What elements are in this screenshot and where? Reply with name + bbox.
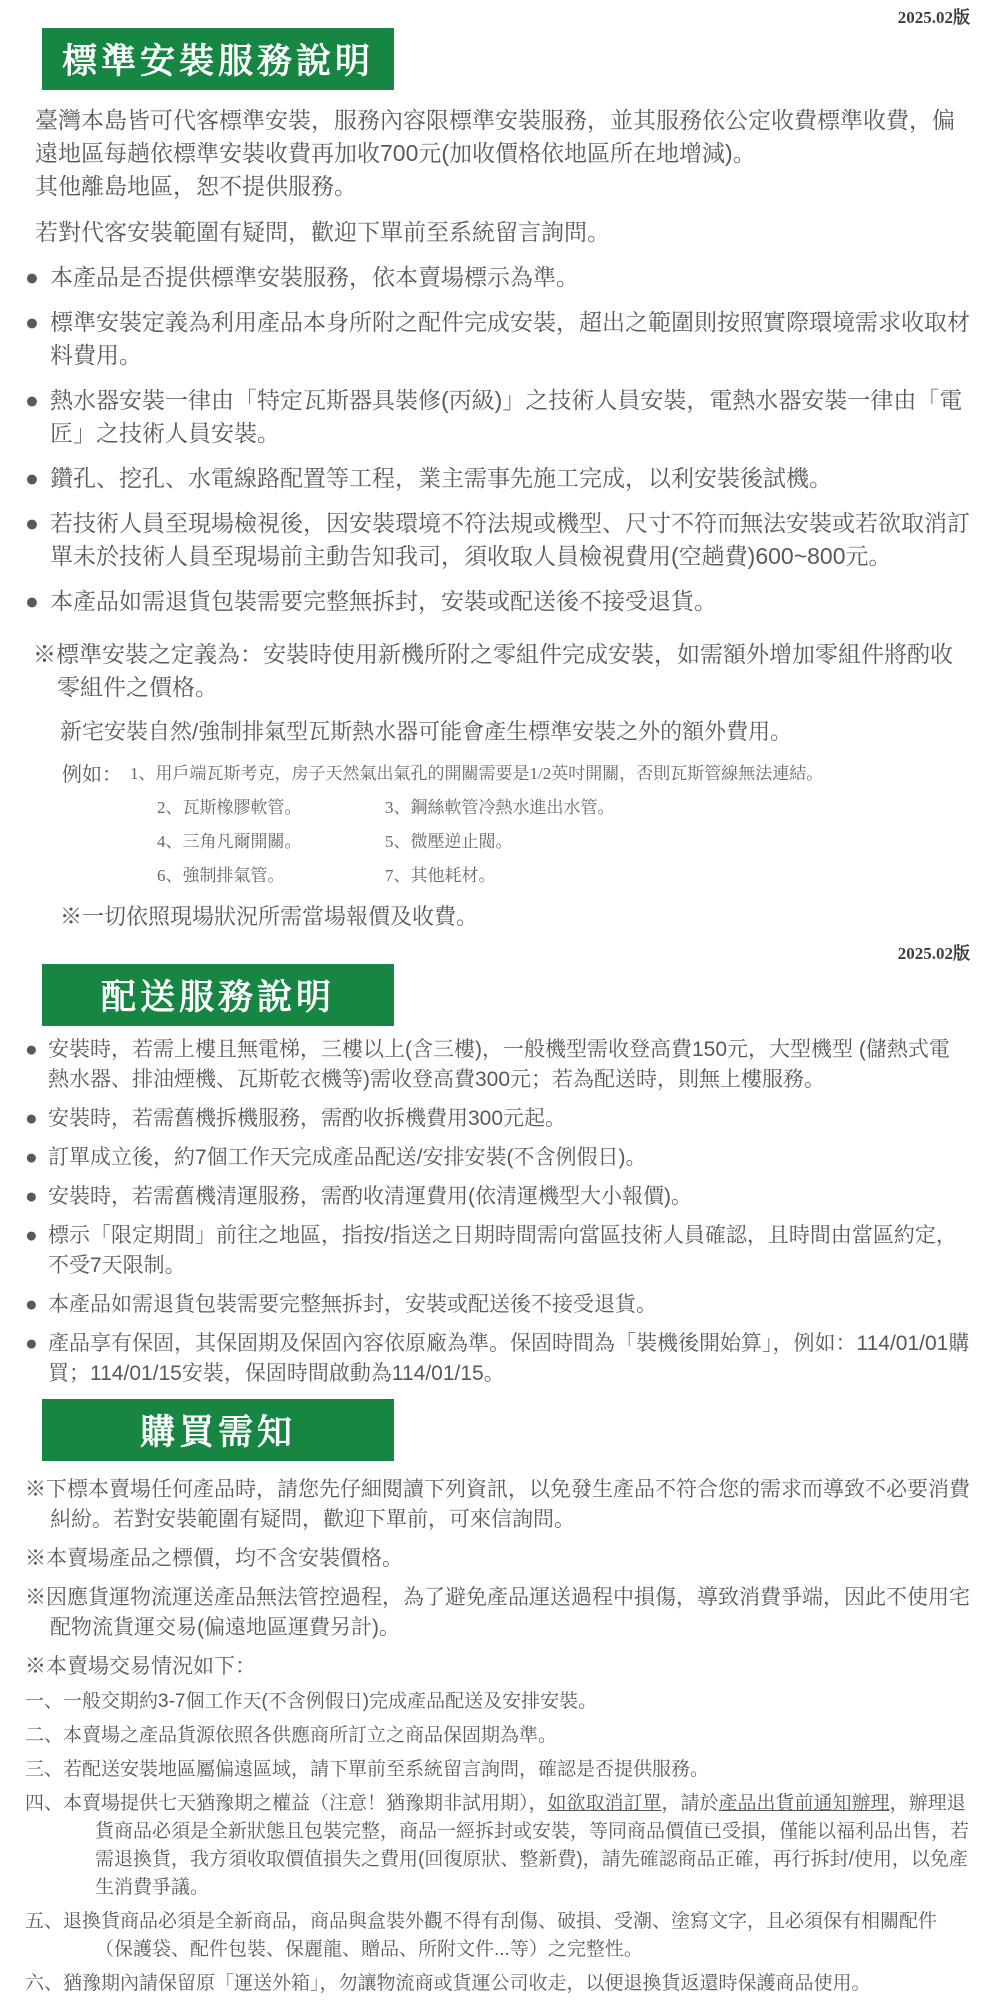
bullet-item: ● 鑽孔、挖孔、水電線路配置等工程，業主需事先施工完成，以利安裝後試機。 <box>25 462 970 495</box>
purchase-note: ※下標本賣場任何產品時，請您先仔細閱讀下列資訊，以免發生產品不符合您的需求而導致不必要消費糾紛。若對安裝範圍有疑問，歡迎下單前，可來信詢問。 <box>25 1478 970 1531</box>
install-section-title-box <box>42 28 394 90</box>
example-label: 例如： <box>62 764 122 786</box>
install-intro-paragraph: 臺灣本島皆可代客標準安裝，服務內容限標準安裝服務，並其服務依公定收費標準收費，偏遠地區每趟依標準安裝收費再加收700元(加收價格依地區所在地增減)。 <box>35 107 955 166</box>
example-item: 3、鋼絲軟管冷熱水進出水管。 <box>385 798 615 817</box>
bullet-item: ● 安裝時，若需上樓且無電梯，三樓以上(含三樓)，一般機型需收登高費150元，大型機型 (儲熱式電熱水器、排油煙機、瓦斯乾衣機等)需收登高費300元；若為配送時，則無上樓服務。 <box>25 1035 970 1095</box>
delivery-section-title-box <box>42 964 394 1026</box>
version-label: 2025.02版 <box>897 944 970 963</box>
bullet-item: ● 若技術人員至現場檢視後，因安裝環境不符法規或機型、尺寸不符而無法安裝或若欲取消訂單未於技術人員至現場前主動告知我司，須收取人員檢視費用(空趟費)600~800元。 <box>25 507 970 573</box>
example-block <box>62 758 970 888</box>
purchase-note: ※本賣場交易情況如下： <box>25 1655 256 1678</box>
onsite-quote-note: ※一切依照現場狀況所需當場報價及收費。 <box>60 904 479 929</box>
numbered-item: 一、一般交期約3-7個工作天(不含例假日)完成產品配送及安排安裝。 <box>25 1691 598 1712</box>
example-item: 4、三角凡爾開關。 <box>157 832 302 851</box>
install-service-section <box>25 0 970 932</box>
example-item: 5、微壓逆止閥。 <box>385 832 513 851</box>
purchase-numbered-list <box>25 1688 970 1998</box>
purchase-notes <box>25 1475 970 1682</box>
policy-text: ，辦理退貨商品必須是全新狀態且包裝完整，商品一經拆封或安裝，等同商品價值已受損，僅能以福利品出售，若需退換貨，我方須收取價值損失之費用(回復原狀、整新費)，請先確認商品正確，再行拆封/使用，以免產生消費爭議。 <box>95 1793 970 1898</box>
purchase-section-title: 購買需知 <box>139 1413 296 1452</box>
bullet-item: ● 安裝時，若需舊機拆機服務，需酌收拆機費用300元起。 <box>25 1104 970 1134</box>
policy-underline-cancel: 如欲取消訂單 <box>547 1793 662 1814</box>
purchase-note: ※本賣場產品之標價，均不含安裝價格。 <box>25 1547 403 1570</box>
standard-install-definition-note: ※標準安裝之定義為：安裝時使用新機所附之零組件完成安裝，如需額外增加零組件將酌收零組件之價格。 <box>33 641 953 700</box>
numbered-item: 六、猶豫期內請保留原「運送外箱」，勿讓物流商或貨運公司收走，以便退換貨返還時保護商品使用。 <box>25 1973 871 1994</box>
purchase-notice-section <box>25 1399 970 1998</box>
example-item: 1、用戶端瓦斯考克，房子天然氣出氣孔的開關需要是1/2英吋開關，否則瓦斯管線無法連結。 <box>130 764 824 783</box>
bullet-item: ● 訂單成立後，約7個工作天完成產品配送/安排安裝(不含例假日)。 <box>25 1143 970 1173</box>
numbered-item: 二、本賣場之產品貨源依照各供應商所訂立之商品保固期為準。 <box>25 1725 558 1746</box>
bullet-item: ● 熱水器安裝一律由「特定瓦斯器具裝修(丙級)」之技術人員安裝，電熱水器安裝一律由「電匠」之技術人員安裝。 <box>25 384 970 450</box>
install-intro-question: 若對代客安裝範圍有疑問，歡迎下單前至系統留言詢問。 <box>35 219 610 245</box>
delivery-service-section <box>25 944 970 1389</box>
numbered-item: 三、若配送安裝地區屬偏遠區域，請下單前至系統留言詢問，確認是否提供服務。 <box>25 1759 710 1780</box>
example-item: 2、瓦斯橡膠軟管。 <box>157 798 302 817</box>
numbered-item-cancel-policy <box>25 1790 970 1902</box>
numbered-item: 五、退換貨商品必須是全新商品，商品與盒裝外觀不得有刮傷、破損、受潮、塗寫文字，且必須保有相關配件（保護袋、配件包裝、保麗龍、贈品、所附文件...等）之完整性。 <box>25 1911 938 1960</box>
policy-underline-before-ship: 產品出貨前通知辦理 <box>718 1793 890 1814</box>
example-item: 6、強制排氣管。 <box>157 866 285 885</box>
bullet-item: ● 標準安裝定義為利用產品本身所附之配件完成安裝，超出之範圍則按照實際環境需求收取材料費用。 <box>25 306 970 372</box>
purchase-note: ※因應貨運物流運送產品無法管控過程，為了避免產品運送過程中損傷，導致消費爭端，因此不使用宅配物流貨運交易(偏遠地區運費另計)。 <box>25 1586 970 1639</box>
delivery-bullet-list <box>25 1035 970 1389</box>
purchase-section-title-box <box>42 1399 394 1461</box>
delivery-section-title: 配送服務說明 <box>100 978 335 1017</box>
bullet-item: ● 標示「限定期間」前往之地區，指按/指送之日期時間需向當區技術人員確認，且時間由當區約定，不受7天限制。 <box>25 1221 970 1281</box>
example-item: 7、其他耗材。 <box>385 866 496 885</box>
policy-text: ，請於 <box>661 1793 719 1814</box>
install-bullet-list <box>25 261 970 618</box>
example-grid <box>157 796 823 888</box>
bullet-item: ● 本產品如需退貨包裝需要完整無拆封，安裝或配送後不接受退貨。 <box>25 1290 970 1320</box>
bullet-item: ● 安裝時，若需舊機清運服務，需酌收清運費用(依清運機型大小報價)。 <box>25 1182 970 1212</box>
version-label: 2025.02版 <box>897 8 970 27</box>
policy-text: 四、本賣場提供七天猶豫期之權益（注意！猶豫期非試用期）， <box>25 1793 548 1814</box>
new-house-note: 新宅安裝自然/強制排氣型瓦斯熱水器可能會產生標準安裝之外的額外費用。 <box>60 719 793 744</box>
install-intro-islands: 其他離島地區，恕不提供服務。 <box>35 173 357 199</box>
bullet-item: ● 產品享有保固，其保固期及保固內容依原廠為準。保固時間為「裝機後開始算」，例如：114/01/01購買；114/01/15安裝，保固時間啟動為114/01/15。 <box>25 1329 970 1389</box>
bullet-item: ● 本產品是否提供標準安裝服務，依本賣場標示為準。 <box>25 261 970 294</box>
install-section-title: 標準安裝服務說明 <box>61 42 374 81</box>
example-items <box>130 758 823 888</box>
bullet-item: ● 本產品如需退貨包裝需要完整無拆封，安裝或配送後不接受退貨。 <box>25 585 970 618</box>
